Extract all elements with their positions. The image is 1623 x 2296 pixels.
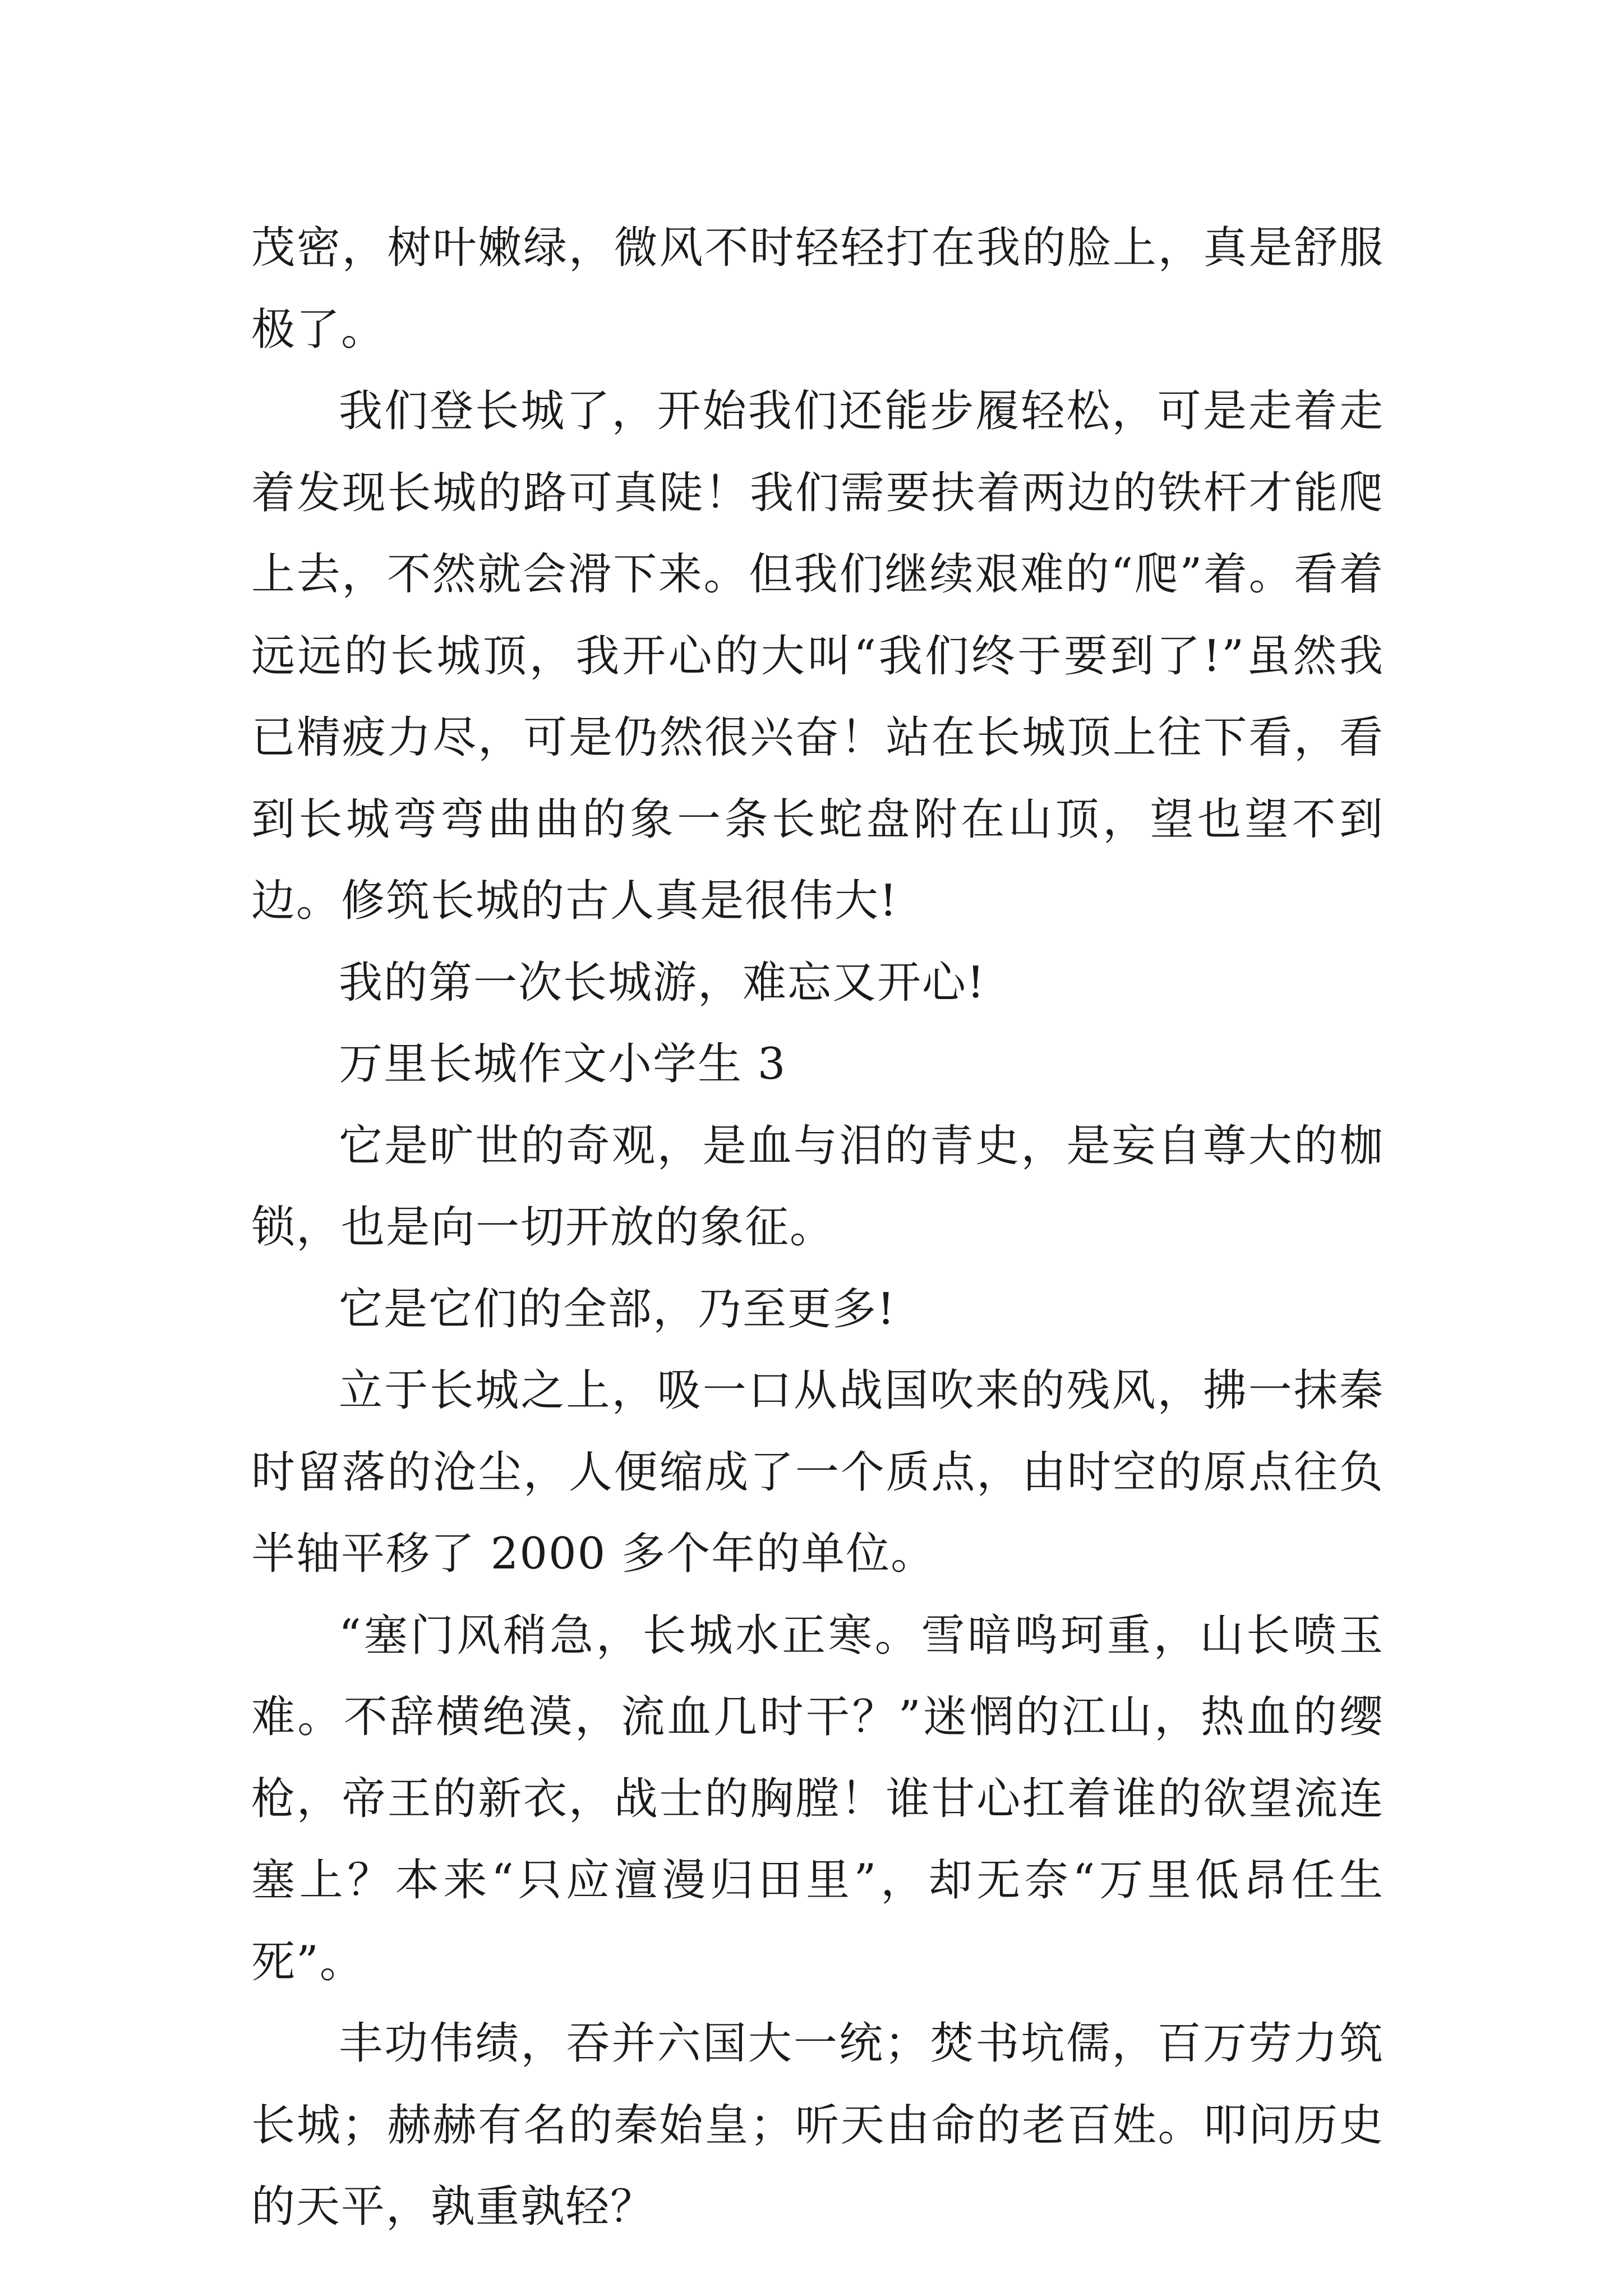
paragraph: 丰功伟绩，吞并六国大一统；焚书坑儒，百万劳力筑长城；赫赫有名的秦始皇；听天由命的老百姓。叩问历史的天平，孰重孰轻？ (251, 2018, 1384, 2232)
paragraph: “塞门风稍急，长城水正寒。雪暗鸣珂重，山长喷玉难。不辞横绝漠，流血几时干？”迷惘的江山，热血的缨枪，帝王的新衣，战士的胸膛！谁甘心扛着谁的欲望流连塞上？本来“只应澶漫归田里”，却无奈“万里低昂任生死”。 (251, 1610, 1384, 1987)
paragraph: 我们登长城了，开始我们还能步履轻松，可是走着走着发现长城的路可真陡！我们需要扶着两边的铁杆才能爬上去，不然就会滑下来。但我们继续艰难的“爬”着。看着远远的长城顶，我开心的大叫“我们终于要到了!”虽然我已精疲力尽，可是仍然很兴奋！站在长城顶上往下看，看到长城弯弯曲曲的象一条长蛇盘附在山顶，望也望不到边。修筑长城的古人真是很伟大! (251, 386, 1384, 926)
paragraph: 它是它们的全部，乃至更多! (339, 1283, 896, 1335)
paragraph: 我的第一次长城游，难忘又开心! (339, 957, 986, 1008)
section-heading: 万里长城作文小学生 3 (339, 1039, 787, 1089)
paragraph: 立于长城之上，吸一口从战国吹来的残风，拂一抹秦时留落的沧尘，人便缩成了一个质点，由时空的原点往负半轴平移了 2000 多个年的单位。 (251, 1365, 1384, 1579)
paragraph: 茂密，树叶嫩绿，微风不时轻轻打在我的脸上，真是舒服极了。 (251, 223, 1384, 355)
paragraph: 它是旷世的奇观，是血与泪的青史，是妄自尊大的枷锁，也是向一切开放的象征。 (251, 1120, 1384, 1253)
document-body (251, 208, 1384, 2248)
